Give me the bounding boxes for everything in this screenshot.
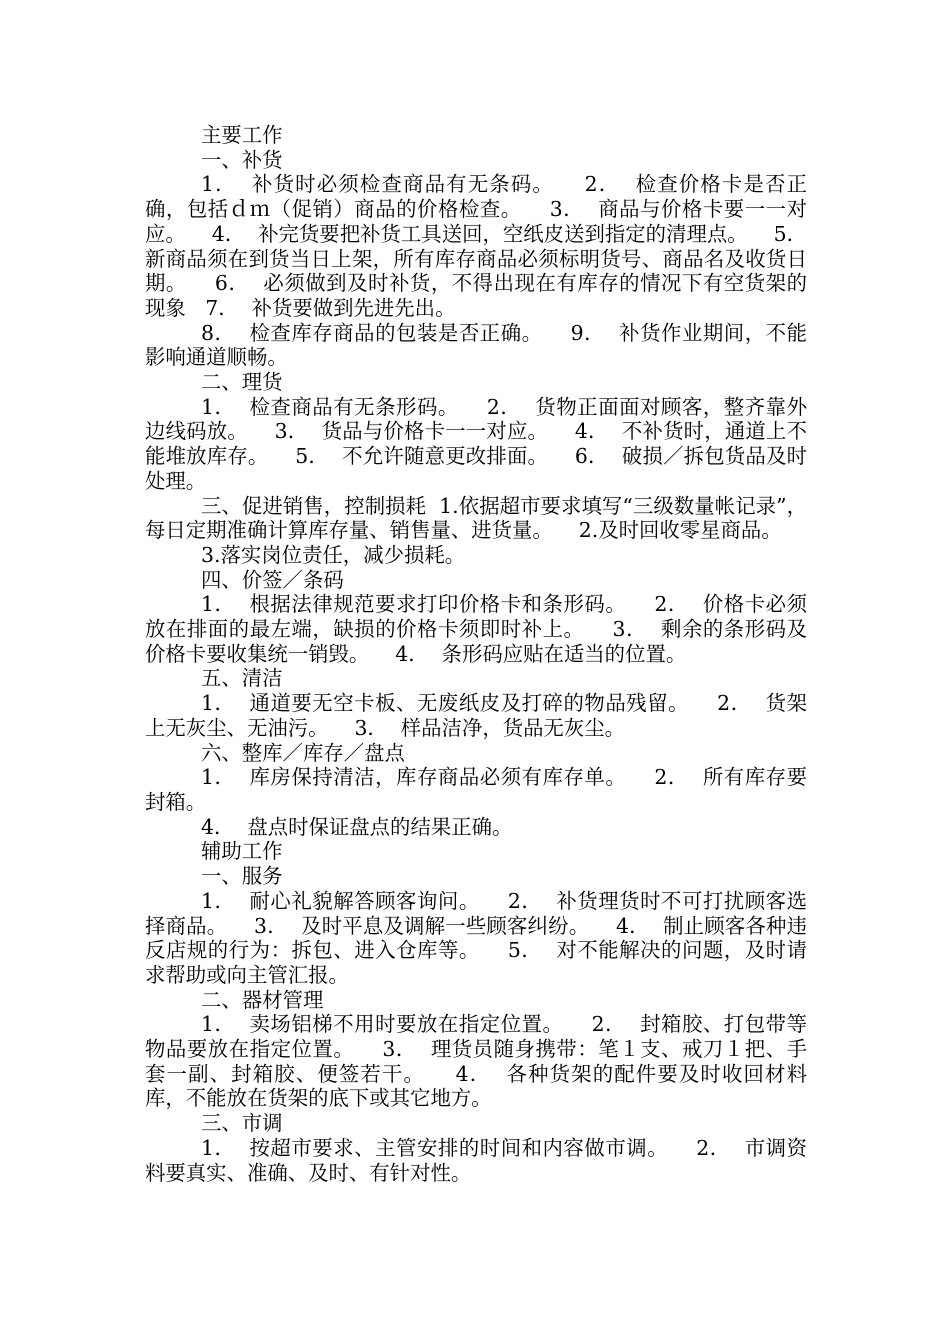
heading-main-work: 主要工作 xyxy=(201,123,283,147)
document-body xyxy=(145,123,820,1185)
section-heading-market-survey: 三、市调 xyxy=(201,1111,283,1136)
section-heading-arrange: 二、理货 xyxy=(201,370,283,395)
heading-auxiliary-work: 辅助工作 xyxy=(201,839,283,864)
paragraph-price-tag-rules: 1． 根据法律规范要求打印价格卡和条形码。 2． 价格卡必须放在排面的最左端，缺损的价格卡须即时补上。 3． 剩余的条形码及价格卡要收集统一销毁。 4． 条形码应贴在适当的位置。 xyxy=(145,592,807,666)
section-heading-inventory: 六、整库／库存／盘点 xyxy=(201,740,405,765)
paragraph-arrange-rules: 1． 检查商品有无条形码。 2． 货物正面面对顾客，整齐靠外边线码放。 3． 货品与价格卡一一对应。 4． 不补货时，通道上不能堆放库存。 5． 不允许随意更改排面。 6． 破损／拆包货品及时处理。 xyxy=(145,394,807,493)
paragraph-responsibility: 3.落实岗位责任，减少损耗。 xyxy=(201,542,466,567)
section-heading-equipment: 二、器材管理 xyxy=(201,987,324,1012)
paragraph-equipment-rules: 1． 卖场铝梯不用时要放在指定位置。 2． 封箱胶、打包带等物品要放在指定位置。 3． 理货员随身携带：笔１支、戒刀１把、手套一副、封箱胶、便签若干。 4． 各种货架的配件要及时收回材料库，不能放在货架的底下或其它地方。 xyxy=(145,1012,807,1111)
section-heading-cleaning: 五、清洁 xyxy=(201,666,283,691)
paragraph-inventory-rules-2: 4． 盘点时保证盘点的结果正确。 xyxy=(201,814,513,839)
paragraph-cleaning-rules: 1． 通道要无空卡板、无废纸皮及打碎的物品残留。 2． 货架上无灰尘、无油污。 3． 样品洁净，货品无灰尘。 xyxy=(145,691,807,740)
section-heading-restock: 一、补货 xyxy=(201,147,283,172)
paragraph-sales-loss-control: 三、促进销售，控制损耗 1.依据超市要求填写“三级数量帐记录”，每日定期准确计算库存量、销售量、进货量。 2.及时回收零星商品。 xyxy=(145,493,807,543)
section-heading-price-tags: 四、价签／条码 xyxy=(201,567,344,592)
paragraph-service-rules: 1． 耐心礼貌解答顾客询问。 2． 补货理货时不可打扰顾客选择商品。 3． 及时平息及调解一些顾客纠纷。 4． 制止顾客各种违反店规的行为：拆包、进入仓库等。 5． 对不能解决的问题，及时请求帮助或向主管汇报。 xyxy=(145,888,807,987)
paragraph-inventory-rules-1: 1． 库房保持清洁，库存商品必须有库存单。 2． 所有库存要封箱。 xyxy=(145,765,807,814)
paragraph-restock-rules-2: 8． 检查库存商品的包装是否正确。 9． 补货作业期间，不能影响通道顺畅。 xyxy=(145,320,807,370)
paragraph-restock-rules-1: 1． 补货时必须检查商品有无条码。 2． 检查价格卡是否正确，包括ｄｍ（促销）商品的价格检查。 3． 商品与价格卡要一一对应。 4． 补完货要把补货工具送回，空纸皮送到指定的清理点。 5． 新商品须在到货当日上架，所有库存商品必须标明货号、商品名及收货日期。 6． 必须做到及时补货，不得出现在有库存的情况下有空货架的现象 7． 补货要做到先进先出。 xyxy=(145,172,820,320)
section-heading-service: 一、服务 xyxy=(201,864,283,889)
paragraph-market-survey-rules: 1． 按超市要求、主管安排的时间和内容做市调。 2． 市调资料要真实、准确、及时、有针对性。 xyxy=(145,1135,807,1185)
